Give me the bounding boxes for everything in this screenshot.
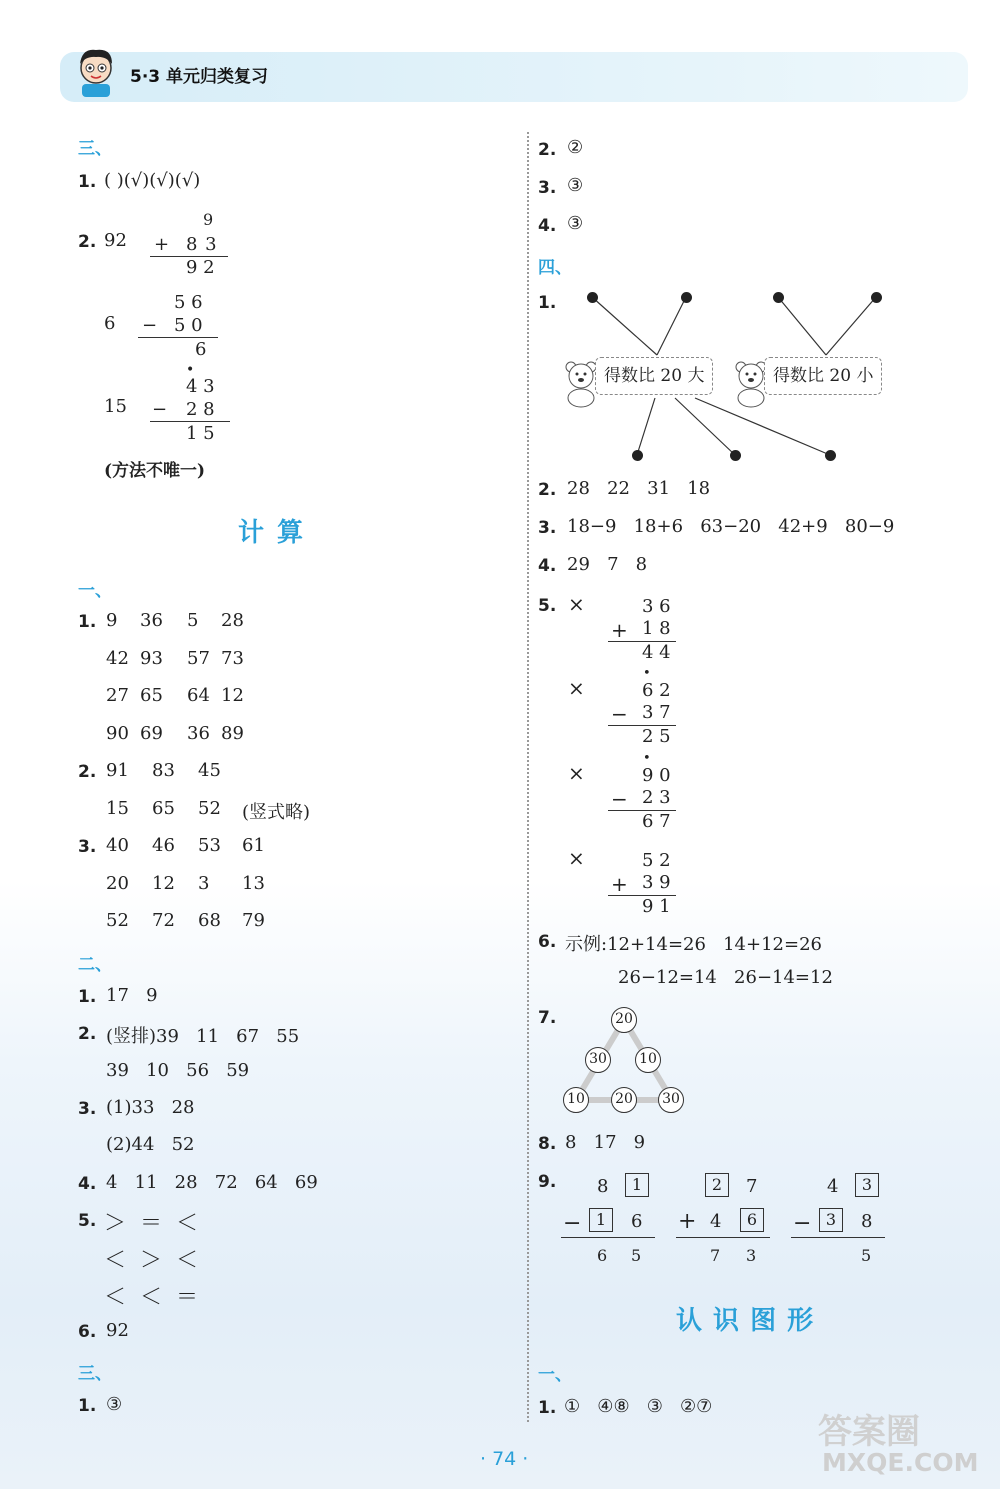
digit: 4 [710, 1211, 722, 1232]
section-title-calc: 计 算 [238, 518, 306, 548]
grid-value: 52 [106, 910, 129, 931]
grid-value: (竖式略) [242, 801, 311, 823]
answer-text: (2)44 52 [106, 1134, 195, 1155]
filled-box: 1 [625, 1173, 649, 1197]
digit: 6 [631, 1211, 643, 1232]
grid-value: 90 [106, 722, 129, 744]
question-number: 6. [538, 932, 557, 952]
grid-value: 15 [106, 797, 129, 819]
grid-value: 46 [152, 835, 175, 856]
digit: 4 [827, 1176, 839, 1197]
sum-line [561, 1237, 655, 1238]
question-number: 2. [538, 480, 557, 500]
answer-text: (竖排)39 11 67 55 [106, 1026, 300, 1047]
answer-text: ③ [567, 175, 584, 196]
wrong-mark: × [568, 676, 585, 700]
grid-value: 53 [198, 835, 221, 856]
answer-text: 26−12=14 26−14=12 [618, 967, 833, 988]
answer-text: 4 11 28 72 64 69 [106, 1172, 318, 1193]
number-circle: 30 [658, 1087, 684, 1113]
grid-value: 13 [242, 872, 265, 894]
grid-value: 83 [152, 760, 175, 781]
question-number: 3. [538, 518, 557, 538]
digit: 8 [597, 1176, 609, 1197]
grid-value: 5 [187, 610, 199, 631]
digit: 5 [631, 1246, 642, 1265]
grid-value: 42 [106, 647, 129, 669]
sum-line [608, 810, 676, 811]
result: 6 [195, 339, 207, 360]
match-dot [587, 292, 598, 303]
match-dot [632, 450, 643, 461]
sum-line [608, 725, 676, 726]
number-circle: 10 [563, 1087, 589, 1113]
operand-bottom: 3 9 [642, 872, 671, 893]
section-heading: 三、 [78, 1364, 112, 1384]
question-number: 1. [78, 172, 97, 192]
number-circle: 20 [611, 1087, 637, 1113]
number-circle: 30 [585, 1047, 611, 1073]
question-number: 4. [538, 556, 557, 576]
answer-text: ( )(√)(√)(√) [104, 170, 201, 191]
grid-value: 68 [198, 910, 221, 931]
answer-text: ③ [106, 1394, 123, 1415]
answer-text: 29 7 8 [567, 554, 648, 575]
filled-box: 2 [705, 1173, 729, 1197]
question-number: 3. [78, 1099, 97, 1119]
section-heading: 一、 [78, 581, 112, 601]
answer-text: ③ [567, 213, 584, 234]
grid-value: 45 [198, 760, 221, 781]
answer-text: 17 9 [106, 985, 158, 1006]
digit: 7 [746, 1176, 758, 1197]
operand-top: 6 2 [642, 680, 671, 701]
watermark-logo: 答案圈 [818, 1412, 920, 1452]
digit: 5 [861, 1246, 872, 1265]
operator: − [611, 702, 628, 726]
grid-value: 12 [152, 872, 175, 894]
carry-digit: 9 [203, 210, 214, 229]
question-number: 5. [538, 596, 557, 616]
question-number: 6. [78, 1322, 97, 1342]
grid-value: 64 [187, 685, 210, 706]
question-number: 9. [538, 1172, 557, 1192]
subtrahend: 5 0 [174, 315, 203, 336]
match-dot [871, 292, 882, 303]
bubble-greater-than-20: 得数比 20 大 [595, 357, 713, 395]
compare-row: ＜ ＜ ＝ [104, 1285, 198, 1310]
sum-line [676, 1237, 770, 1238]
grid-value: 57 [187, 647, 210, 669]
grid-value: 12 [221, 685, 244, 706]
operand-bottom: 1 8 [642, 618, 671, 639]
grid-value: 91 [106, 760, 129, 781]
page-number: · 74 · [480, 1448, 529, 1470]
answer-text: 8 17 9 [565, 1132, 646, 1153]
grid-value: 65 [152, 797, 175, 819]
answer-text: 6 [104, 313, 116, 334]
answer-text: 39 10 56 59 [106, 1060, 250, 1081]
operator: − [563, 1211, 582, 1236]
question-number: 3. [538, 178, 557, 198]
section-heading: 四、 [538, 258, 572, 278]
question-number: 2. [78, 232, 97, 252]
question-number: 1. [538, 1398, 557, 1418]
result: 2 5 [642, 726, 671, 747]
grid-value: 40 [106, 835, 129, 856]
digit: 8 [861, 1211, 873, 1232]
watermark-url: MXQE.COM [822, 1448, 979, 1477]
grid-value: 36 [187, 722, 210, 744]
result: 9 2 [186, 257, 215, 278]
grid-value: 3 [198, 872, 210, 894]
question-number: 1. [538, 293, 557, 313]
section-heading: 一、 [538, 1365, 572, 1385]
answer-text: 15 [104, 396, 127, 417]
question-number: 2. [78, 1024, 97, 1044]
borrow-dot: • [186, 362, 195, 378]
operand-top: 9 0 [642, 765, 671, 786]
match-dot [730, 450, 741, 461]
grid-value: 27 [106, 685, 129, 706]
grid-value: 89 [221, 722, 244, 744]
answer-text: 18−9 18+6 63−20 42+9 80−9 [567, 516, 895, 537]
operand-bottom: 2 3 [642, 787, 671, 808]
note-text: (方法不唯一) [104, 461, 206, 481]
grid-value: 93 [140, 647, 163, 669]
operator: + [611, 618, 628, 642]
operator: + [611, 872, 628, 896]
answer-text: (1)33 28 [106, 1097, 195, 1118]
column-divider [527, 132, 529, 1422]
question-number: 5. [78, 1211, 97, 1231]
mascot-icon [72, 44, 120, 98]
borrow-dot: • [643, 751, 651, 766]
header-title: 5·3 单元归类复习 [130, 67, 269, 87]
section-title-shapes: 认 识 图 形 [676, 1306, 815, 1336]
match-dot [681, 292, 692, 303]
question-number: 7. [538, 1008, 557, 1028]
operator: − [142, 315, 158, 336]
minuend: 4 3 [186, 376, 215, 397]
grid-value: 36 [140, 610, 163, 631]
subtrahend: 2 8 [186, 399, 215, 420]
match-dot [773, 292, 784, 303]
wrong-mark: × [568, 592, 585, 616]
question-number: 2. [78, 762, 97, 782]
section-heading: 二、 [78, 955, 112, 975]
grid-value: 73 [221, 647, 244, 669]
wrong-mark: × [568, 761, 585, 785]
grid-value: 52 [198, 797, 221, 819]
answer-text: ① ④⑧ ③ ②⑦ [564, 1396, 713, 1417]
question-number: 1. [78, 1396, 97, 1416]
question-number: 1. [78, 987, 97, 1007]
filled-box: 1 [589, 1208, 613, 1232]
operator: − [793, 1211, 812, 1236]
grid-value: 69 [140, 722, 163, 744]
number-circle: 10 [635, 1047, 661, 1073]
question-number: 4. [538, 216, 557, 236]
number-circle: 20 [611, 1007, 637, 1033]
wrong-mark: × [568, 846, 585, 870]
sum-line [150, 421, 230, 422]
grid-value: 9 [106, 610, 118, 631]
match-dot [825, 450, 836, 461]
filled-box: 3 [855, 1173, 879, 1197]
result: 6 7 [642, 811, 671, 832]
digit: 7 [710, 1246, 721, 1265]
filled-box: 6 [740, 1208, 764, 1232]
operand-top: 3 6 [642, 596, 671, 617]
digit: 6 [597, 1246, 608, 1265]
bubble-less-than-20: 得数比 20 小 [764, 357, 882, 395]
borrow-dot: • [643, 666, 651, 681]
sum-line [138, 337, 218, 338]
compare-row: ＜ ＞ ＜ [104, 1248, 198, 1273]
addend: 8 3 [186, 234, 218, 255]
question-number: 4. [78, 1174, 97, 1194]
question-number: 8. [538, 1134, 557, 1154]
question-number: 1. [78, 612, 97, 632]
sum-line [608, 895, 676, 896]
sum-line [791, 1237, 885, 1238]
filled-box: 3 [819, 1208, 843, 1232]
answer-text: 示例:12+14=26 14+12=26 [565, 934, 822, 955]
grid-value: 79 [242, 910, 265, 931]
answer-text: 92 [106, 1320, 129, 1341]
section-heading: 三、 [78, 139, 112, 159]
operator: + [678, 1209, 697, 1234]
grid-value: 28 [221, 610, 244, 631]
grid-value: 72 [152, 910, 175, 931]
answer-text: 28 22 31 18 [567, 478, 711, 499]
operator: − [611, 787, 628, 811]
question-number: 3. [78, 837, 97, 857]
grid-value: 20 [106, 872, 129, 894]
operator: + [154, 234, 170, 255]
operator: − [152, 399, 168, 420]
operand-top: 5 2 [642, 850, 671, 871]
compare-row: ＞ ＝ ＜ [104, 1211, 198, 1236]
grid-value: 61 [242, 835, 265, 856]
answer-text: ② [567, 137, 584, 158]
result: 9 1 [642, 896, 671, 917]
operand-bottom: 3 7 [642, 702, 671, 723]
grid-value: 65 [140, 685, 163, 706]
answer-text: 92 [104, 230, 127, 251]
minuend: 5 6 [174, 292, 203, 313]
result: 1 5 [186, 423, 215, 444]
digit: 3 [746, 1246, 757, 1265]
sum-line [608, 641, 676, 642]
question-number: 2. [538, 140, 557, 160]
result: 4 4 [642, 642, 671, 663]
